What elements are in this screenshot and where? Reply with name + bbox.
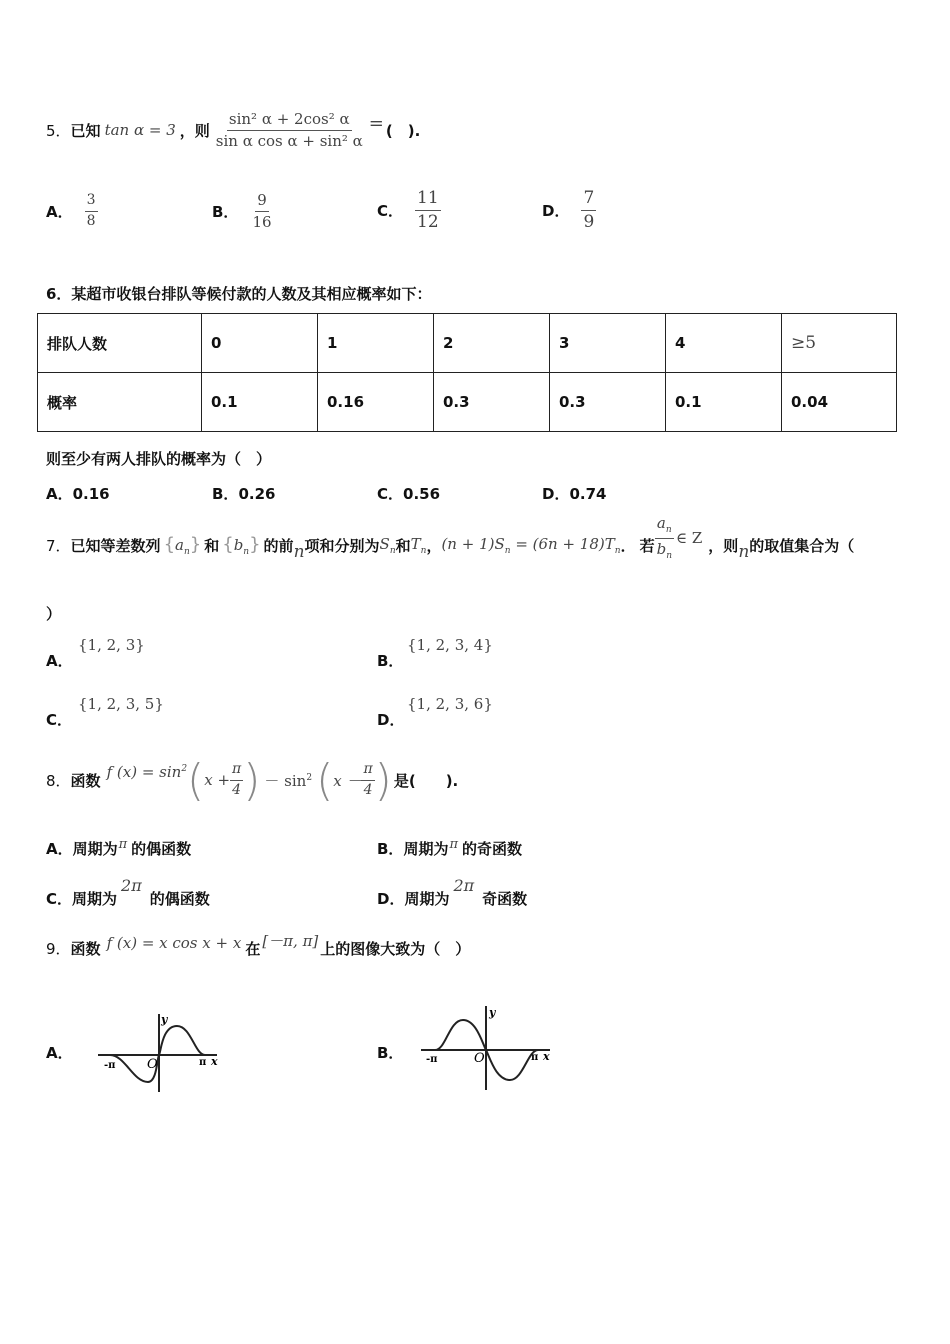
q8-frac1 [230, 762, 243, 798]
q7-relation-l: (n + 1)S [441, 534, 505, 553]
q9-option-b-label[interactable]: B． [377, 1044, 404, 1062]
q7-seq-b: $\{b_n\}$ [222, 533, 261, 557]
question-7 [46, 515, 854, 575]
q5-opt-num: 11 [415, 189, 441, 211]
q7-and1: 和 [204, 536, 220, 555]
q5-option-a[interactable] [46, 188, 98, 234]
q6-stem: 6．某超市收银台排队等候付款的人数及其相应概率如下： [46, 285, 432, 303]
q5-opt-den: 9 [583, 211, 595, 232]
q8-frac1-num: π [230, 762, 243, 780]
q5-tail: ( ). [385, 121, 421, 140]
q7-S-var: S [379, 534, 390, 553]
q8-paren-close: ) [243, 754, 261, 806]
option-text: 0.56 [403, 485, 441, 503]
option-text: {1, 2, 3, 6} [407, 695, 493, 713]
option-label: B． [212, 485, 239, 503]
q7-frac-den: $b_n$ [656, 539, 672, 561]
q5-opt-num: 9 [255, 192, 269, 212]
option-label: D． [377, 711, 405, 729]
q7-seq-b-var: b [233, 535, 244, 554]
q7-frac-den-var: b [656, 539, 667, 558]
q7-n2: n [738, 542, 750, 562]
option-text: 0.26 [238, 485, 276, 503]
table-cell: 3 [550, 314, 666, 373]
q8-frac2 [361, 762, 374, 798]
q7-inZ: ∈ Z [676, 529, 703, 547]
q5-option-label: C． [377, 201, 404, 220]
q8-x1: x + [204, 771, 231, 789]
q5-eq: = [368, 112, 384, 134]
option-text: {1, 2, 3, 5} [78, 695, 164, 713]
q5-condition: tan α = 3 [104, 121, 176, 139]
option-post: 的偶函数 [131, 840, 192, 858]
option-pre: 周期为 [72, 840, 118, 858]
table-row [38, 373, 897, 432]
table-cell: 0.1 [202, 373, 318, 432]
q9-f: f (x) = x cos x + x [106, 934, 242, 952]
option-label: A． [46, 840, 73, 858]
q5-frac-num: sin² α + 2cos² α [227, 111, 352, 131]
q8-tail: 是( ). [393, 771, 459, 790]
q6-option-a[interactable] [46, 483, 110, 504]
option-text: {1, 2, 3} [78, 636, 145, 654]
q8-minus-text: － sin [264, 771, 307, 790]
q7-number: 7． [46, 536, 71, 555]
q7-and2: 和 [395, 536, 411, 555]
q7-pre: 已知等差数列 [70, 536, 161, 555]
q5-option-value [415, 189, 441, 231]
table-cell: 0.04 [782, 373, 897, 432]
table-cell: 0.3 [434, 373, 550, 432]
q8-sq1: 2 [181, 764, 188, 774]
option-label: D． [542, 485, 570, 503]
question-8 [46, 752, 458, 808]
q8-option-c[interactable] [46, 873, 210, 909]
q5-option-value [581, 189, 596, 231]
option-math: π [118, 837, 128, 852]
q5-option-value [250, 192, 273, 230]
option-text: {1, 2, 3, 4} [407, 636, 493, 654]
q8-minus: － $\sin^2$ [264, 771, 313, 790]
q8-paren-open: ( [187, 754, 205, 806]
option-label: C． [377, 485, 404, 503]
q5-number: 5． [46, 121, 71, 140]
pi-label: π [531, 1052, 539, 1063]
table-cell: 排队人数 [38, 314, 202, 373]
table-cell: ≥5 [782, 314, 897, 373]
q7-relation: $(n + 1)S_n = (6n + 18)T_n$ [441, 534, 621, 556]
q8-x2: x － [333, 771, 362, 790]
q8-f-text: f (x) = sin [106, 763, 182, 781]
x-label: x [211, 1055, 218, 1068]
q9-in: 在 [245, 939, 261, 958]
q8-frac1-den: 4 [232, 781, 242, 798]
q9-number: 9． [46, 939, 71, 958]
option-label: A． [46, 652, 73, 670]
q9-graph-b[interactable] [418, 1002, 558, 1092]
q5-pre: 已知 [70, 121, 101, 140]
option-label: A． [46, 485, 73, 503]
q5-opt-den: 12 [417, 211, 439, 232]
q5-frac-den: sin α cos α + sin² α [215, 131, 363, 150]
q7-n1: n [293, 542, 305, 562]
y-label: y [489, 1006, 496, 1019]
q7-close: ） [46, 605, 62, 623]
q7-T: $T_n$ [410, 534, 427, 556]
option-label: C． [46, 890, 73, 908]
q9-option-a-label[interactable]: A． [46, 1044, 73, 1062]
table-cell: 0.1 [666, 373, 782, 432]
table-cell: 4 [666, 314, 782, 373]
q7-t2: 项和分别为 [304, 536, 380, 555]
q6-table [37, 313, 897, 432]
option-pre: 周期为 [404, 890, 450, 908]
q8-option-d[interactable] [377, 873, 527, 909]
q7-seq-a: $\{a_n\}$ [163, 533, 202, 557]
x-label: x [543, 1050, 550, 1063]
table-cell: 0 [202, 314, 318, 373]
option-text: 0.16 [72, 485, 110, 503]
q6-question: 则至少有两人排队的概率为（ ） [46, 450, 272, 468]
question-9 [46, 928, 470, 968]
table-cell: 0.16 [318, 373, 434, 432]
table-cell: 0.3 [550, 373, 666, 432]
option-pre: 周期为 [403, 840, 449, 858]
option-post: 奇函数 [482, 890, 528, 908]
q8-paren-close2: ) [374, 754, 392, 806]
q8-number: 8． [46, 771, 71, 790]
q6-option-d[interactable] [542, 483, 606, 504]
option-math: 2π [453, 876, 475, 895]
question-5 [46, 106, 420, 154]
q9-pre: 函数 [70, 939, 101, 958]
option-text: 0.74 [569, 485, 607, 503]
q5-option-label: B． [212, 202, 239, 221]
q7-if: 若 [639, 536, 655, 555]
q7-frac-num-var: a [656, 513, 666, 532]
q7-seq-a-var: a [175, 535, 184, 554]
option-label: B． [377, 840, 404, 858]
option-post: 的奇函数 [462, 840, 523, 858]
neg-pi-label: -π [104, 1060, 116, 1071]
q7-comma: ， [426, 536, 442, 555]
q7-then: ，则 [708, 536, 739, 555]
q8-f [107, 763, 187, 781]
table-cell: 概率 [38, 373, 202, 432]
q7-tail: 的取值集合为（ [749, 536, 855, 555]
option-math: π [449, 837, 458, 852]
q7-T-var: T [410, 534, 421, 553]
option-post: 的偶函数 [149, 890, 210, 908]
q8-frac2-num: π [361, 762, 374, 780]
q7-t1: 的前 [263, 536, 294, 555]
q6-option-c[interactable] [377, 483, 440, 504]
origin-label: O [147, 1057, 158, 1072]
q7-relation-r: = (6n + 18)T [510, 534, 615, 553]
q7-frac-num: $a_n$ [655, 515, 674, 539]
q5-fraction [214, 111, 365, 149]
q5-option-value [85, 193, 98, 229]
table-cell: 1 [318, 314, 434, 373]
q5-opt-den: 8 [86, 212, 96, 229]
q7-S: $S_n$ [379, 534, 396, 556]
q5-option-b[interactable] [212, 188, 274, 234]
option-pre: 周期为 [72, 890, 118, 908]
neg-pi-label: -π [426, 1054, 438, 1065]
q5-option-label: D． [542, 201, 570, 220]
q5-option-label: A． [46, 202, 73, 221]
q9-tail: 上的图像大致为（ ） [320, 939, 471, 958]
pi-label: π [199, 1057, 207, 1068]
table-cell: 2 [434, 314, 550, 373]
q5-option-d[interactable] [542, 185, 596, 235]
q9-interval: [－π, π] [262, 931, 319, 950]
option-label: C． [46, 711, 73, 729]
q8-option-a[interactable] [46, 838, 191, 859]
q8-pre: 函数 [70, 771, 101, 790]
q8-option-b[interactable] [377, 838, 522, 859]
q7-dot: ． [620, 536, 636, 555]
q7-fraction [655, 515, 674, 562]
option-math: 2π [121, 876, 142, 895]
q8-frac2-den: 4 [363, 781, 373, 798]
q5-option-c[interactable] [377, 185, 441, 235]
q5-opt-num: 3 [85, 193, 98, 211]
option-label: D． [377, 890, 405, 908]
q5-mid: ，则 [179, 121, 210, 140]
option-label: B． [377, 652, 404, 670]
y-label: y [161, 1013, 168, 1026]
q6-option-b[interactable] [212, 483, 275, 504]
table-row [38, 314, 897, 373]
q8-paren-open2: ( [316, 754, 334, 806]
q9-graph-a[interactable] [95, 1010, 225, 1095]
q5-opt-num: 7 [581, 189, 596, 211]
origin-label: O [474, 1051, 485, 1066]
q5-opt-den: 16 [252, 212, 272, 231]
